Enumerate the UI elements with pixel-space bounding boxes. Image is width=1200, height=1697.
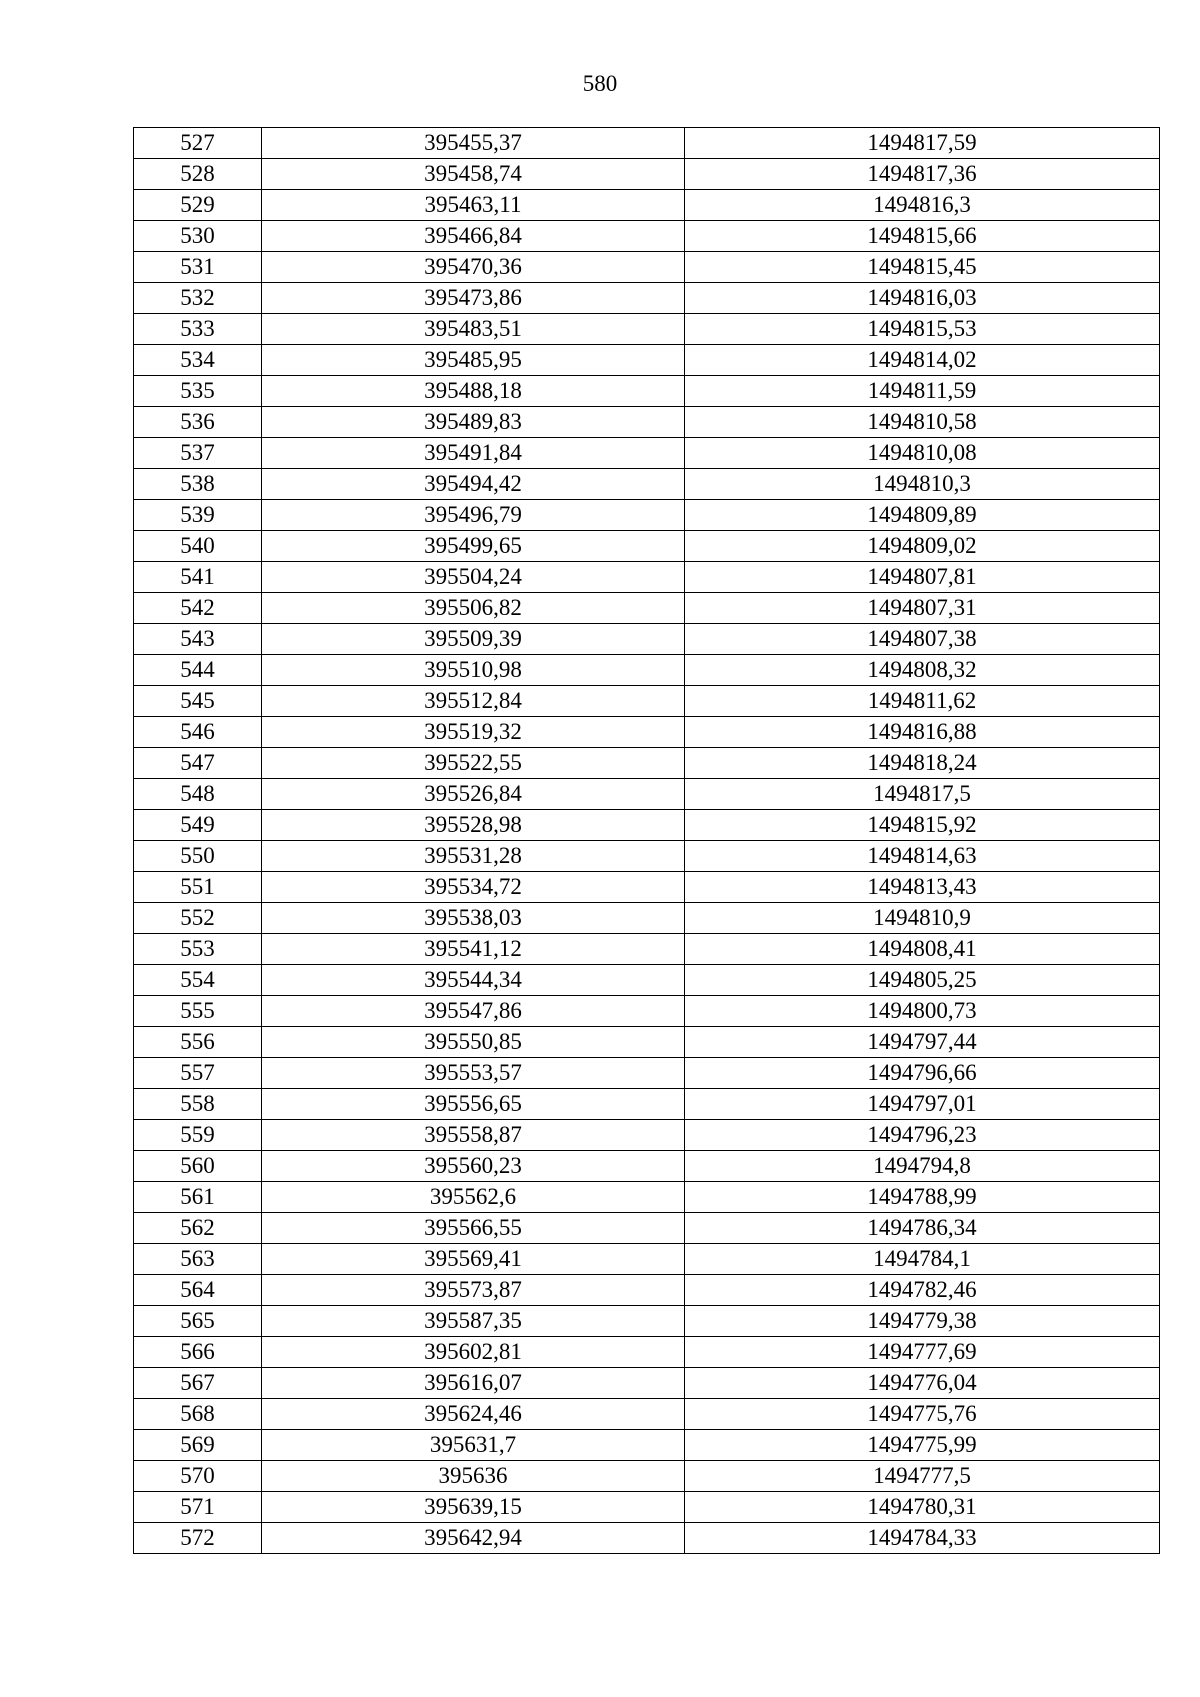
y-coordinate-cell: 1494813,43 (685, 872, 1160, 903)
point-number-cell: 541 (134, 562, 262, 593)
y-coordinate-cell: 1494811,62 (685, 686, 1160, 717)
y-coordinate-cell: 1494800,73 (685, 996, 1160, 1027)
table-row (134, 593, 1160, 624)
x-coordinate-cell: 395550,85 (262, 1027, 685, 1058)
x-coordinate-cell: 395506,82 (262, 593, 685, 624)
x-coordinate-cell: 395624,46 (262, 1399, 685, 1430)
point-number-cell: 544 (134, 655, 262, 686)
point-number-cell: 556 (134, 1027, 262, 1058)
point-number-cell: 567 (134, 1368, 262, 1399)
table-row (134, 376, 1160, 407)
y-coordinate-cell: 1494816,03 (685, 283, 1160, 314)
point-number-cell: 565 (134, 1306, 262, 1337)
y-coordinate-cell: 1494810,58 (685, 407, 1160, 438)
y-coordinate-cell: 1494809,02 (685, 531, 1160, 562)
table-row (134, 1523, 1160, 1554)
table-row (134, 469, 1160, 500)
x-coordinate-cell: 395587,35 (262, 1306, 685, 1337)
table-row (134, 1089, 1160, 1120)
point-number-cell: 569 (134, 1430, 262, 1461)
table-row (134, 562, 1160, 593)
y-coordinate-cell: 1494810,08 (685, 438, 1160, 469)
y-coordinate-cell: 1494815,92 (685, 810, 1160, 841)
point-number-cell: 551 (134, 872, 262, 903)
y-coordinate-cell: 1494810,9 (685, 903, 1160, 934)
point-number-cell: 548 (134, 779, 262, 810)
table-row (134, 159, 1160, 190)
point-number-cell: 531 (134, 252, 262, 283)
x-coordinate-cell: 395547,86 (262, 996, 685, 1027)
point-number-cell: 547 (134, 748, 262, 779)
x-coordinate-cell: 395562,6 (262, 1182, 685, 1213)
table-row (134, 810, 1160, 841)
table-row (134, 903, 1160, 934)
table-row (134, 1368, 1160, 1399)
table-row (134, 531, 1160, 562)
x-coordinate-cell: 395544,34 (262, 965, 685, 996)
x-coordinate-cell: 395522,55 (262, 748, 685, 779)
point-number-cell: 557 (134, 1058, 262, 1089)
point-number-cell: 532 (134, 283, 262, 314)
y-coordinate-cell: 1494818,24 (685, 748, 1160, 779)
point-number-cell: 545 (134, 686, 262, 717)
table-row (134, 1244, 1160, 1275)
table-row (134, 314, 1160, 345)
y-coordinate-cell: 1494775,99 (685, 1430, 1160, 1461)
point-number-cell: 529 (134, 190, 262, 221)
x-coordinate-cell: 395494,42 (262, 469, 685, 500)
table-row (134, 1120, 1160, 1151)
table-row (134, 407, 1160, 438)
y-coordinate-cell: 1494780,31 (685, 1492, 1160, 1523)
x-coordinate-cell: 395485,95 (262, 345, 685, 376)
table-row (134, 345, 1160, 376)
x-coordinate-cell: 395463,11 (262, 190, 685, 221)
point-number-cell: 568 (134, 1399, 262, 1430)
x-coordinate-cell: 395556,65 (262, 1089, 685, 1120)
y-coordinate-cell: 1494786,34 (685, 1213, 1160, 1244)
x-coordinate-cell: 395538,03 (262, 903, 685, 934)
y-coordinate-cell: 1494809,89 (685, 500, 1160, 531)
point-number-cell: 540 (134, 531, 262, 562)
point-number-cell: 572 (134, 1523, 262, 1554)
x-coordinate-cell: 395569,41 (262, 1244, 685, 1275)
table-row (134, 1399, 1160, 1430)
point-number-cell: 562 (134, 1213, 262, 1244)
x-coordinate-cell: 395473,86 (262, 283, 685, 314)
table-row (134, 934, 1160, 965)
x-coordinate-cell: 395566,55 (262, 1213, 685, 1244)
x-coordinate-cell: 395470,36 (262, 252, 685, 283)
table-row (134, 1492, 1160, 1523)
x-coordinate-cell: 395499,65 (262, 531, 685, 562)
y-coordinate-cell: 1494777,5 (685, 1461, 1160, 1492)
table-row (134, 1306, 1160, 1337)
point-number-cell: 549 (134, 810, 262, 841)
x-coordinate-cell: 395510,98 (262, 655, 685, 686)
table-row (134, 996, 1160, 1027)
x-coordinate-cell: 395466,84 (262, 221, 685, 252)
x-coordinate-cell: 395558,87 (262, 1120, 685, 1151)
y-coordinate-cell: 1494816,3 (685, 190, 1160, 221)
y-coordinate-cell: 1494797,44 (685, 1027, 1160, 1058)
y-coordinate-cell: 1494797,01 (685, 1089, 1160, 1120)
y-coordinate-cell: 1494817,59 (685, 128, 1160, 159)
coordinates-table (133, 127, 1160, 1554)
table-row (134, 221, 1160, 252)
x-coordinate-cell: 395488,18 (262, 376, 685, 407)
x-coordinate-cell: 395636 (262, 1461, 685, 1492)
table-row (134, 624, 1160, 655)
y-coordinate-cell: 1494816,88 (685, 717, 1160, 748)
page-number: 580 (582, 71, 618, 96)
point-number-cell: 535 (134, 376, 262, 407)
x-coordinate-cell: 395519,32 (262, 717, 685, 748)
y-coordinate-cell: 1494807,38 (685, 624, 1160, 655)
x-coordinate-cell: 395491,84 (262, 438, 685, 469)
x-coordinate-cell: 395509,39 (262, 624, 685, 655)
y-coordinate-cell: 1494817,5 (685, 779, 1160, 810)
table-row (134, 965, 1160, 996)
table-row (134, 128, 1160, 159)
table-row (134, 1213, 1160, 1244)
point-number-cell: 537 (134, 438, 262, 469)
table-row (134, 1337, 1160, 1368)
table-row (134, 1027, 1160, 1058)
point-number-cell: 563 (134, 1244, 262, 1275)
x-coordinate-cell: 395534,72 (262, 872, 685, 903)
x-coordinate-cell: 395483,51 (262, 314, 685, 345)
x-coordinate-cell: 395526,84 (262, 779, 685, 810)
point-number-cell: 543 (134, 624, 262, 655)
point-number-cell: 528 (134, 159, 262, 190)
x-coordinate-cell: 395512,84 (262, 686, 685, 717)
coordinates-table-body (134, 128, 1160, 1554)
point-number-cell: 554 (134, 965, 262, 996)
y-coordinate-cell: 1494794,8 (685, 1151, 1160, 1182)
table-row (134, 748, 1160, 779)
y-coordinate-cell: 1494805,25 (685, 965, 1160, 996)
y-coordinate-cell: 1494817,36 (685, 159, 1160, 190)
x-coordinate-cell: 395616,07 (262, 1368, 685, 1399)
y-coordinate-cell: 1494811,59 (685, 376, 1160, 407)
x-coordinate-cell: 395602,81 (262, 1337, 685, 1368)
x-coordinate-cell: 395560,23 (262, 1151, 685, 1182)
point-number-cell: 542 (134, 593, 262, 624)
x-coordinate-cell: 395639,15 (262, 1492, 685, 1523)
x-coordinate-cell: 395642,94 (262, 1523, 685, 1554)
y-coordinate-cell: 1494788,99 (685, 1182, 1160, 1213)
point-number-cell: 550 (134, 841, 262, 872)
y-coordinate-cell: 1494807,81 (685, 562, 1160, 593)
y-coordinate-cell: 1494807,31 (685, 593, 1160, 624)
table-row (134, 1461, 1160, 1492)
y-coordinate-cell: 1494796,66 (685, 1058, 1160, 1089)
table-row (134, 1182, 1160, 1213)
y-coordinate-cell: 1494777,69 (685, 1337, 1160, 1368)
point-number-cell: 527 (134, 128, 262, 159)
table-row (134, 841, 1160, 872)
table-row (134, 1430, 1160, 1461)
table-row (134, 252, 1160, 283)
point-number-cell: 552 (134, 903, 262, 934)
point-number-cell: 566 (134, 1337, 262, 1368)
y-coordinate-cell: 1494782,46 (685, 1275, 1160, 1306)
point-number-cell: 559 (134, 1120, 262, 1151)
point-number-cell: 533 (134, 314, 262, 345)
y-coordinate-cell: 1494784,1 (685, 1244, 1160, 1275)
y-coordinate-cell: 1494810,3 (685, 469, 1160, 500)
x-coordinate-cell: 395504,24 (262, 562, 685, 593)
x-coordinate-cell: 395541,12 (262, 934, 685, 965)
x-coordinate-cell: 395496,79 (262, 500, 685, 531)
y-coordinate-cell: 1494815,45 (685, 252, 1160, 283)
table-row (134, 283, 1160, 314)
table-row (134, 717, 1160, 748)
point-number-cell: 553 (134, 934, 262, 965)
point-number-cell: 539 (134, 500, 262, 531)
point-number-cell: 560 (134, 1151, 262, 1182)
y-coordinate-cell: 1494815,53 (685, 314, 1160, 345)
point-number-cell: 558 (134, 1089, 262, 1120)
x-coordinate-cell: 395528,98 (262, 810, 685, 841)
point-number-cell: 536 (134, 407, 262, 438)
y-coordinate-cell: 1494814,63 (685, 841, 1160, 872)
x-coordinate-cell: 395553,57 (262, 1058, 685, 1089)
y-coordinate-cell: 1494814,02 (685, 345, 1160, 376)
point-number-cell: 555 (134, 996, 262, 1027)
point-number-cell: 534 (134, 345, 262, 376)
point-number-cell: 564 (134, 1275, 262, 1306)
y-coordinate-cell: 1494796,23 (685, 1120, 1160, 1151)
point-number-cell: 570 (134, 1461, 262, 1492)
table-row (134, 438, 1160, 469)
point-number-cell: 530 (134, 221, 262, 252)
x-coordinate-cell: 395573,87 (262, 1275, 685, 1306)
y-coordinate-cell: 1494808,32 (685, 655, 1160, 686)
x-coordinate-cell: 395531,28 (262, 841, 685, 872)
y-coordinate-cell: 1494775,76 (685, 1399, 1160, 1430)
point-number-cell: 546 (134, 717, 262, 748)
x-coordinate-cell: 395489,83 (262, 407, 685, 438)
table-row (134, 1151, 1160, 1182)
table-row (134, 190, 1160, 221)
y-coordinate-cell: 1494776,04 (685, 1368, 1160, 1399)
table-row (134, 1275, 1160, 1306)
x-coordinate-cell: 395631,7 (262, 1430, 685, 1461)
point-number-cell: 571 (134, 1492, 262, 1523)
table-row (134, 686, 1160, 717)
table-row (134, 500, 1160, 531)
table-row (134, 655, 1160, 686)
table-row (134, 1058, 1160, 1089)
x-coordinate-cell: 395458,74 (262, 159, 685, 190)
table-row (134, 779, 1160, 810)
y-coordinate-cell: 1494779,38 (685, 1306, 1160, 1337)
y-coordinate-cell: 1494784,33 (685, 1523, 1160, 1554)
point-number-cell: 538 (134, 469, 262, 500)
y-coordinate-cell: 1494815,66 (685, 221, 1160, 252)
point-number-cell: 561 (134, 1182, 262, 1213)
table-row (134, 872, 1160, 903)
x-coordinate-cell: 395455,37 (262, 128, 685, 159)
y-coordinate-cell: 1494808,41 (685, 934, 1160, 965)
